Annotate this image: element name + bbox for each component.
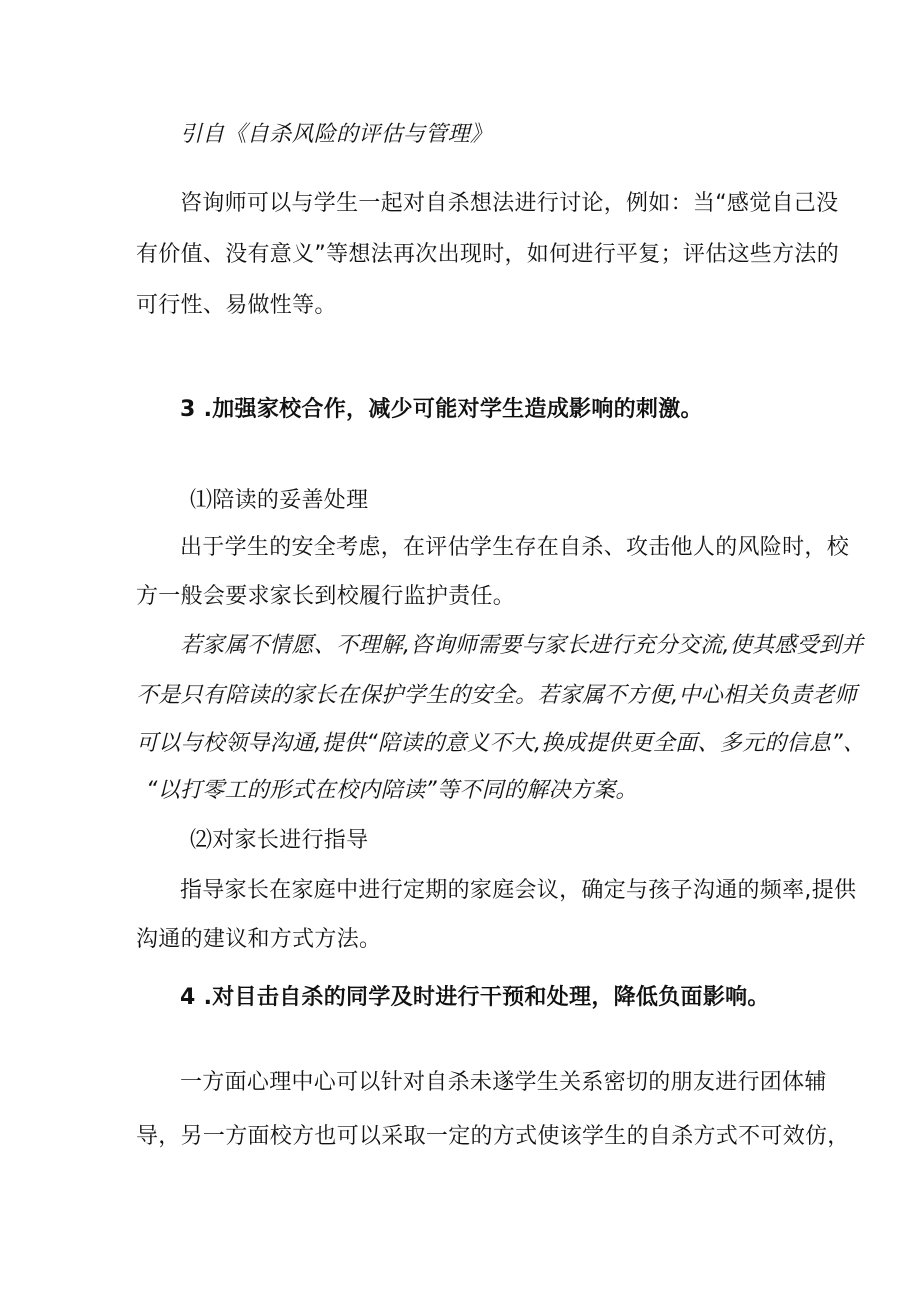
paragraph-line: 可以与校领导沟通,提供“陪读的意义不大,换成提供更全面、多元的信息”、: [136, 731, 866, 756]
paragraph-line: 指导家长在家庭中进行定期的家庭会议，确定与孩子沟通的频率,提供: [180, 878, 857, 903]
paragraph-line: 沟通的建议和方式方法。: [136, 927, 382, 952]
paragraph-line: 有价值、没有意义”等想法再次出现时，如何进行平复；评估这些方法的: [136, 242, 839, 267]
section-heading-4: 4 .对目击自杀的同学及时进行干预和处理，降低负面影响。: [180, 985, 770, 1010]
citation-source: 引自《自杀风险的评估与管理》: [180, 122, 493, 147]
subheading-parent-guidance: ⑵对家长进行指导: [190, 828, 369, 853]
paragraph-line: 可行性、易做性等。: [136, 293, 337, 318]
subheading-accompany-reading: ⑴陪读的妥善处理: [190, 488, 369, 513]
paragraph-line: 方一般会要求家长到校履行监护责任。: [136, 584, 516, 609]
paragraph-line: 出于学生的安全考虑，在评估学生存在自杀、攻击他人的风险时，校: [180, 535, 850, 560]
paragraph-line: 不是只有陪读的家长在保护学生的安全。若家属不方便,中心相关负责老师: [136, 683, 857, 708]
paragraph-line: “以打零工的形式在校内陪读”等不同的解决方案。: [146, 778, 638, 803]
paragraph-line: 若家属不情愿、不理解,咨询师需要与家长进行充分交流,使其感受到并: [180, 633, 864, 658]
paragraph-line: 咨询师可以与学生一起对自杀想法进行讨论，例如：当“感觉自己没: [180, 191, 839, 216]
paragraph-line: 导，另一方面校方也可以采取一定的方式使该学生的自杀方式不可效仿，: [136, 1124, 850, 1149]
paragraph-line: 一方面心理中心可以针对自杀未遂学生关系密切的朋友进行团体辅: [180, 1070, 827, 1095]
section-heading-3: 3 .加强家校合作，减少可能对学生造成影响的刺激。: [180, 397, 703, 422]
